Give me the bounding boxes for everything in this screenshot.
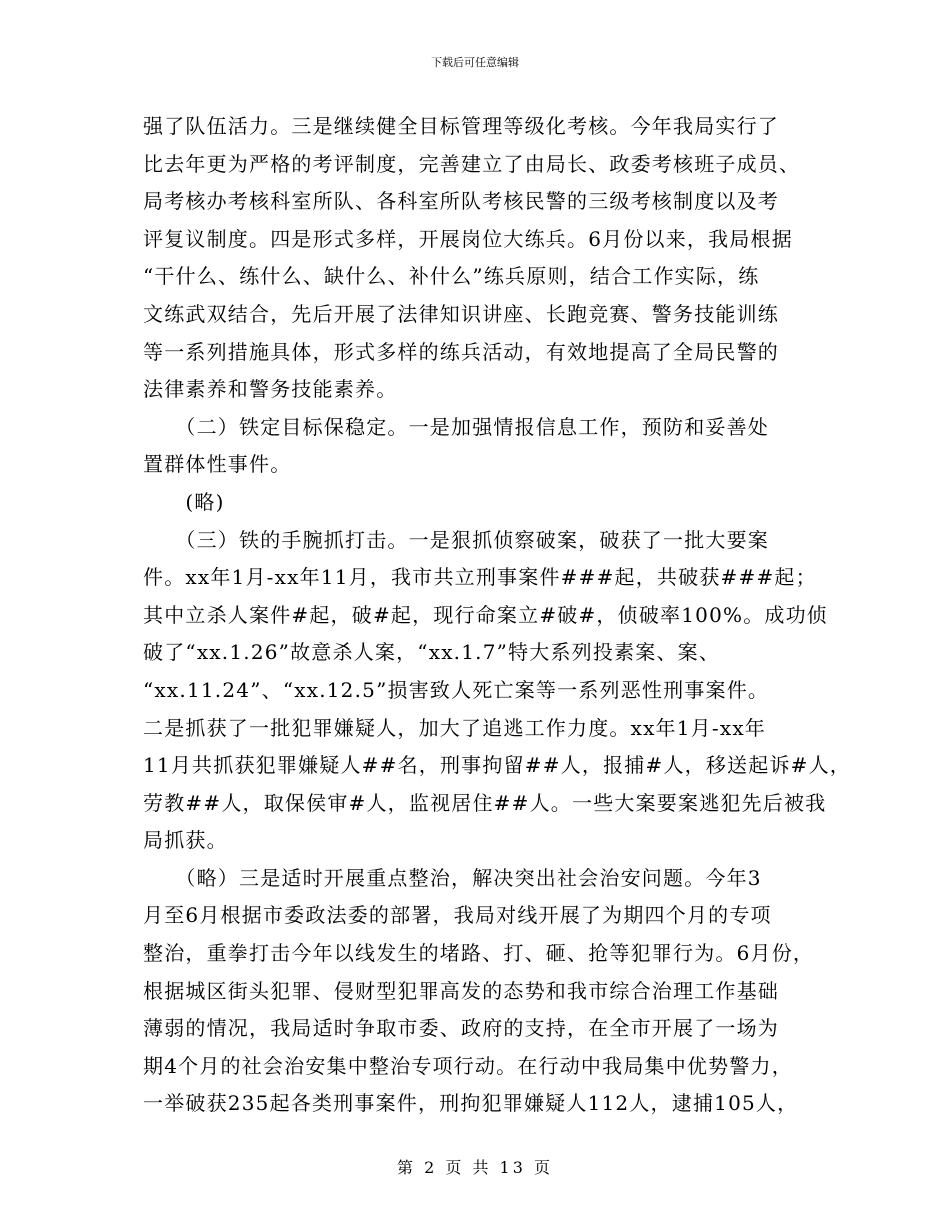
text-line: 局考核办考核科室所队、各科室所队考核民警的三级考核制度以及考 (143, 189, 779, 214)
text-line: 文练武双结合，先后开展了法律知识讲座、长跑竞赛、警务技能训练 (143, 301, 779, 326)
text-line: 期4个月的社会治安集中整治专项行动。在行动中我局集中优势警力， (143, 1053, 793, 1078)
text-line: 劳教##人，取保侯审#人，监视居住##人。一些大案要案逃犯先后被我 (143, 790, 827, 815)
page-header-note: 下载后可任意编辑 (431, 56, 519, 69)
document-body (143, 108, 851, 1123)
text-line: 破了“xx.1.26”故意杀人案，“xx.1.7”特大系列投素案、案、 (143, 640, 721, 665)
text-line: 薄弱的情况，我局适时争取市委、政府的支持，在全市开展了一场为 (143, 1016, 779, 1041)
text-line: 局抓获。 (143, 828, 228, 853)
text-line: “干什么、练什么、缺什么、补什么”练兵原则，结合工作实际，练 (143, 264, 760, 289)
text-line: （略）三是适时开展重点整治，解决突出社会治安问题。今年3 (143, 865, 762, 890)
text-line: 件。xx年1月-xx年11月，我市共立刑事案件###起，共破获###起； (143, 565, 817, 590)
text-line: 二是抓获了一批犯罪嫌疑人，加大了追逃工作力度。xx年1月-xx年 (143, 715, 766, 740)
text-line: (略) (143, 489, 225, 514)
text-line: 根据城区街头犯罪、侵财型犯罪高发的态势和我市综合治理工作基础 (143, 978, 779, 1003)
text-line: 置群体性事件。 (143, 452, 292, 477)
text-line: （二）铁定目标保稳定。一是加强情报信息工作，预防和妥善处 (143, 414, 769, 439)
text-line: （三）铁的手腕抓打击。一是狠抓侦察破案，破获了一批大要案 (143, 527, 769, 552)
text-line: 评复议制度。四是形式多样，开展岗位大练兵。6月份以来，我局根据 (143, 226, 793, 251)
text-line: 法律素养和警务技能素养。 (143, 377, 398, 402)
text-line: 强了队伍活力。三是继续健全目标管理等级化考核。今年我局实行了 (143, 114, 779, 138)
page-number-footer: 第 2 页 共 13 页 (397, 1158, 553, 1177)
text-line: 月至6月根据市委政法委的部署，我局对线开展了为期四个月的专项 (143, 903, 772, 928)
text-line: 等一系列措施具体，形式多样的练兵活动，有效地提高了全局民警的 (143, 339, 779, 364)
text-line: 一举破获235起各类刑事案件，刑拘犯罪嫌疑人112人，逮捕105人， (143, 1091, 799, 1116)
text-line: 比去年更为严格的考评制度，完善建立了由局长、政委考核班子成员、 (143, 151, 801, 176)
text-line: 整治，重拳打击今年以线发生的堵路、打、砸、抢等犯罪行为。6月份， (143, 941, 815, 966)
text-line: “xx.11.24”、“xx.12.5”损害致人死亡案等一系列恶性刑事案件。 (143, 677, 770, 702)
text-line: 11月共抓获犯罪嫌疑人##名，刑事拘留##人，报捕#人，移送起诉#人， (143, 753, 851, 778)
text-line: 其中立杀人案件#起，破#起，现行命案立#破#，侦破率100%。成功侦 (143, 602, 829, 627)
